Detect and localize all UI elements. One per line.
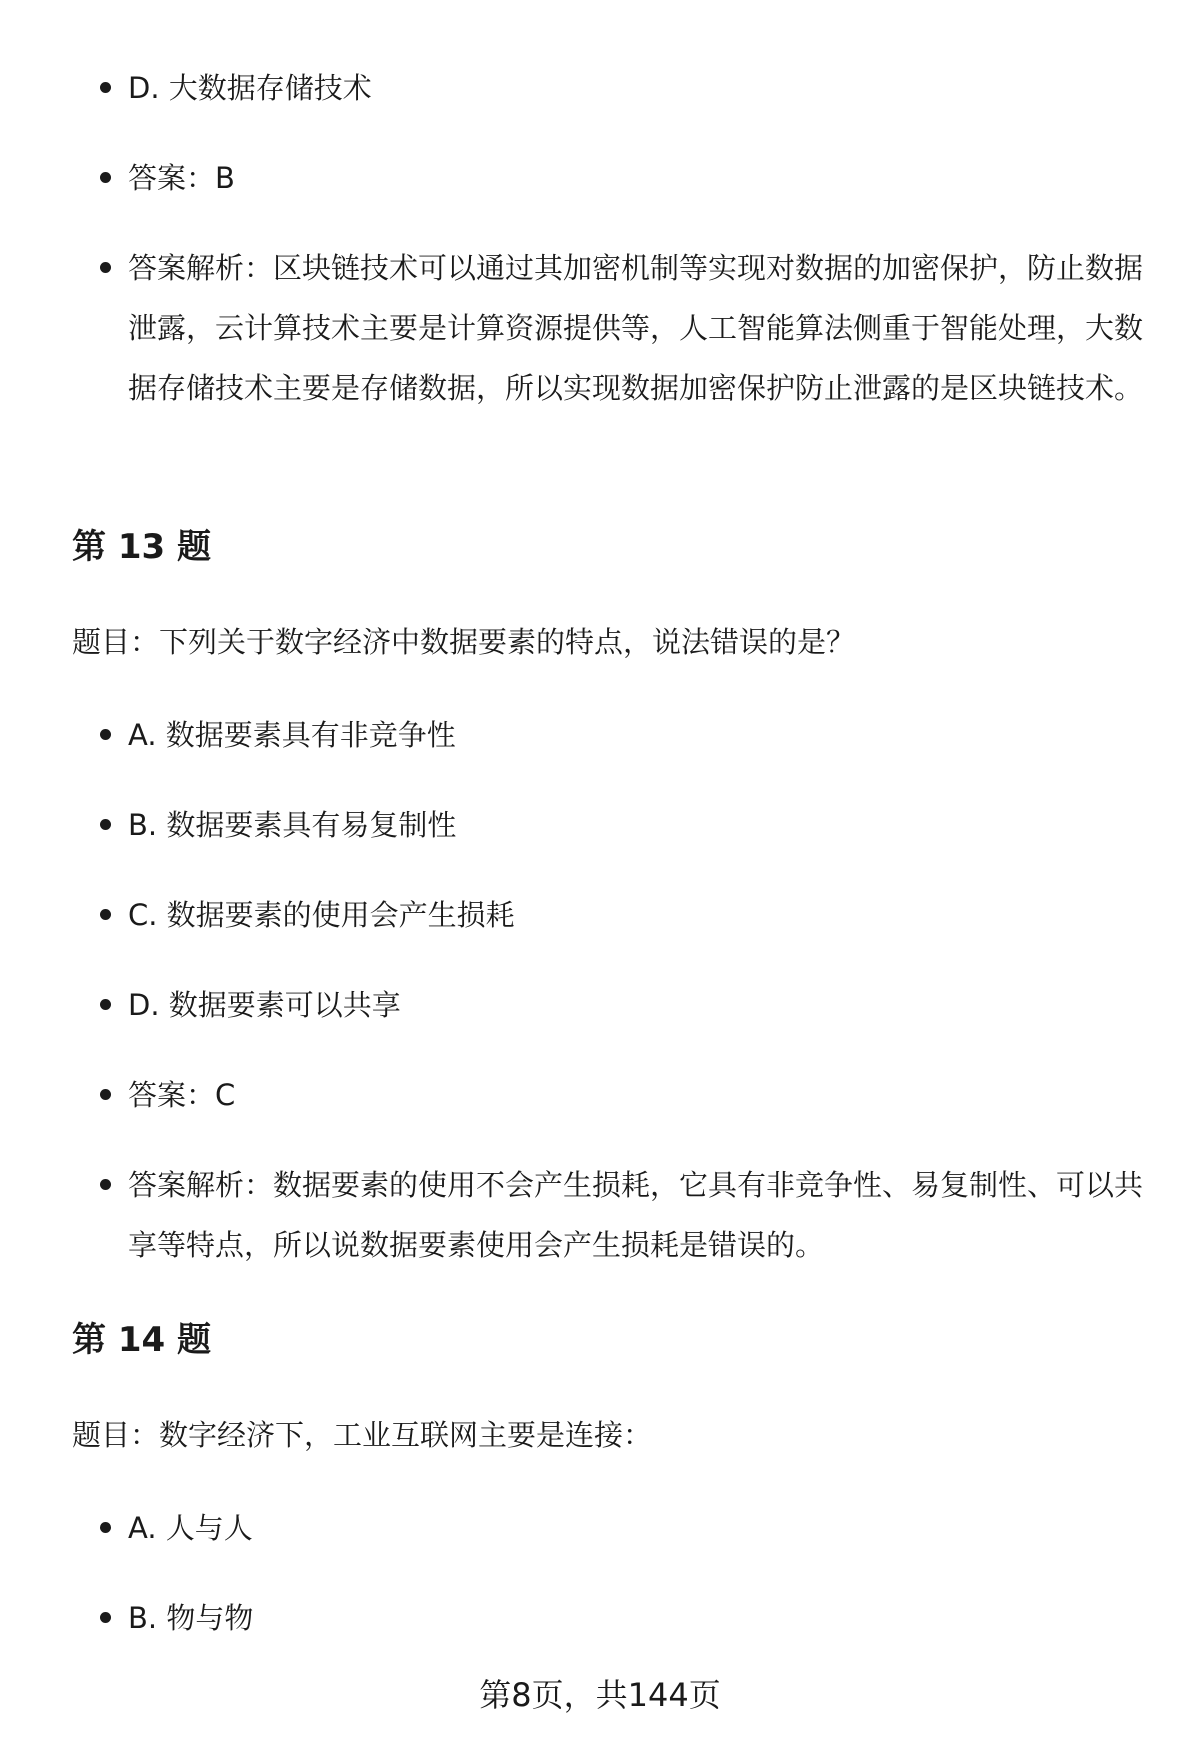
option-a: A. 人与人: [128, 1498, 1148, 1558]
answer: 答案：B: [128, 148, 1148, 208]
question-13-text: 题目：下列关于数字经济中数据要素的特点，说法错误的是？: [72, 625, 856, 659]
question-13-heading: 第 13 题: [72, 527, 211, 567]
option-d: D. 大数据存储技术: [128, 58, 1148, 118]
option-b: B. 物与物: [128, 1588, 1148, 1648]
option-d: D. 数据要素可以共享: [128, 975, 1148, 1035]
question-14-heading: 第 14 题: [72, 1320, 211, 1360]
answer-explanation: 答案解析：区块链技术可以通过其加密机制等实现对数据的加密保护，防止数据泄露，云计算技术主要是计算资源提供等，人工智能算法侧重于智能处理，大数据存储技术主要是存储数据，所以实现数据加密保护防止泄露的是区块链技术。: [128, 238, 1148, 418]
option-c: C. 数据要素的使用会产生损耗: [128, 885, 1148, 945]
answer: 答案：C: [128, 1065, 1148, 1125]
option-a: A. 数据要素具有非竞争性: [128, 705, 1148, 765]
option-b: B. 数据要素具有易复制性: [128, 795, 1148, 855]
question-14-text: 题目：数字经济下，工业互联网主要是连接：: [72, 1418, 653, 1452]
page-number: 第8页，共144页: [479, 1676, 721, 1714]
answer-explanation: 答案解析：数据要素的使用不会产生损耗，它具有非竞争性、易复制性、可以共享等特点，所以说数据要素使用会产生损耗是错误的。: [128, 1155, 1148, 1275]
